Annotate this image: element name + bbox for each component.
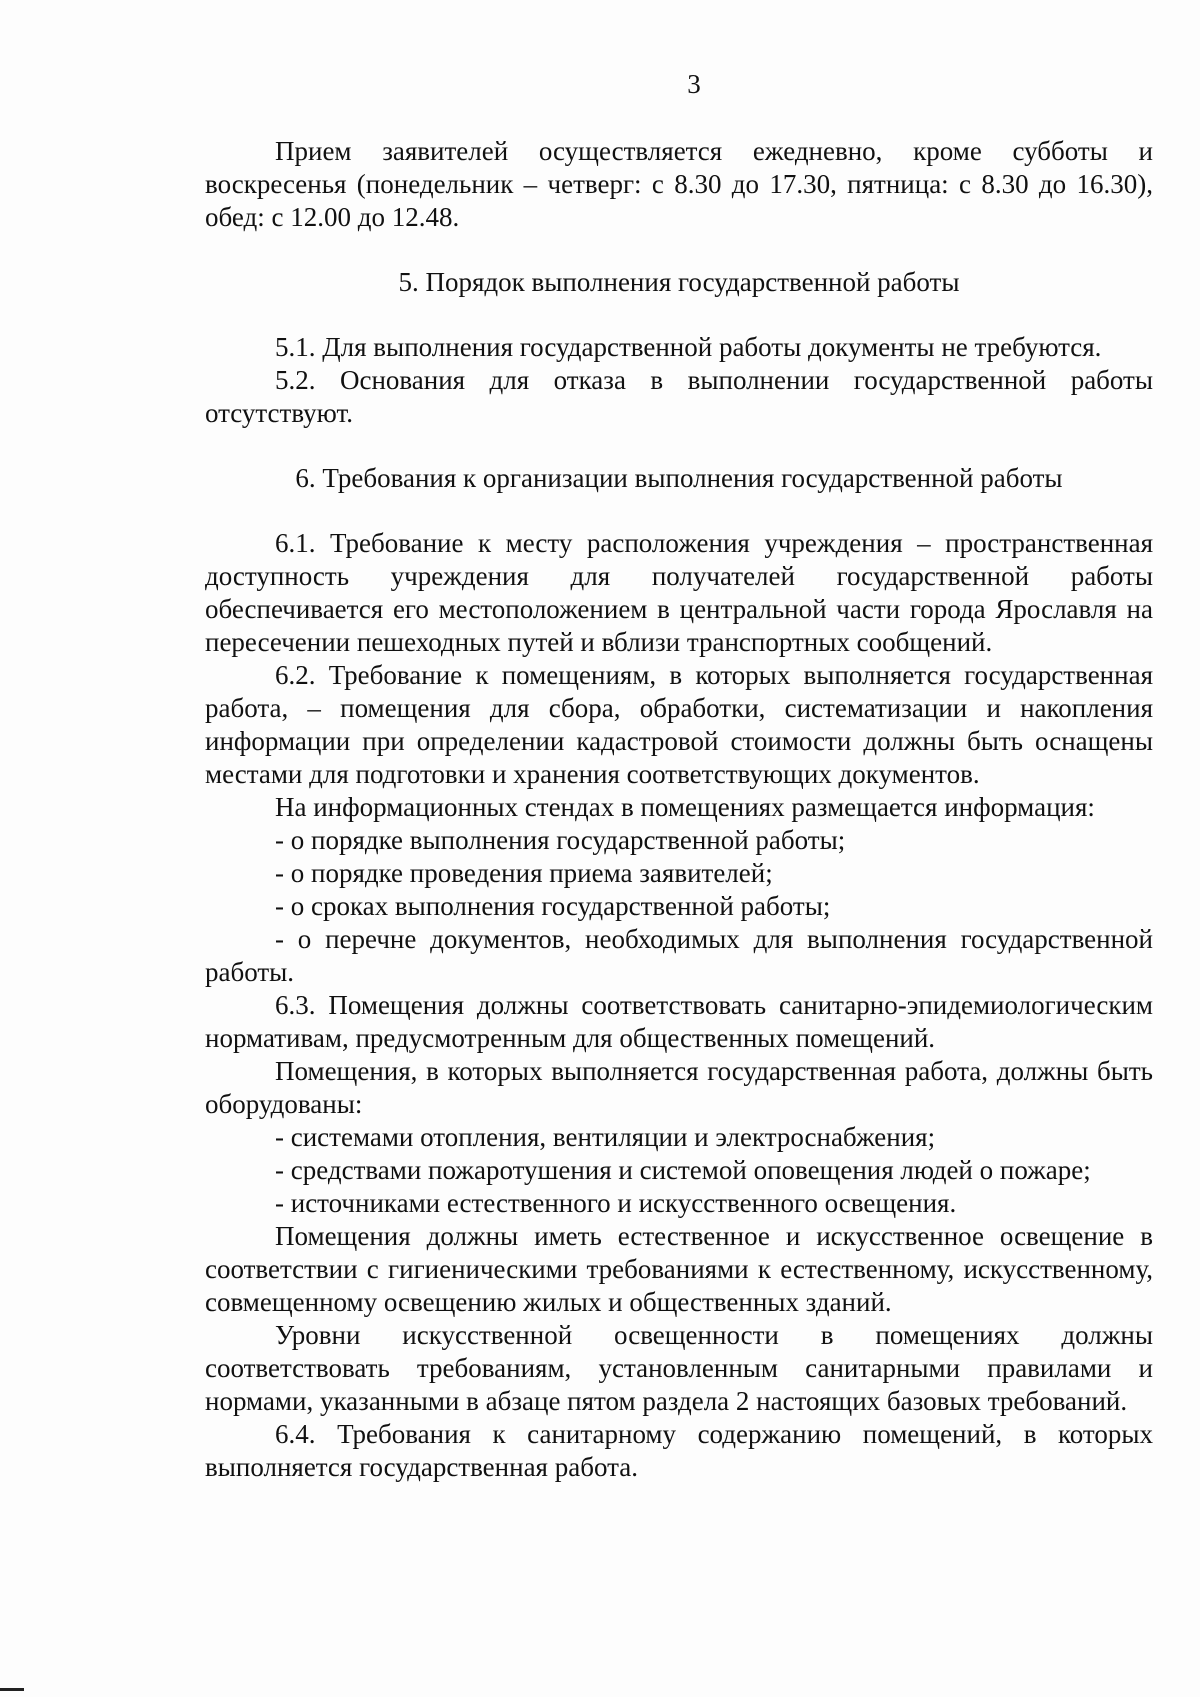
list-item: - о порядке выполнения государственной работы;: [275, 825, 846, 855]
paragraph-6-1: 6.1. Требование к месту расположения учреждения – пространственная доступность учреждения для получателей государственной работы обеспечивается его местоположением в центральной части города Ярославля на пересечении пешеходных путей и вблизи транспортных сообщений.: [205, 528, 1153, 657]
info-stands-paragraph: На информационных стендах в помещениях размещается информация:: [275, 792, 1095, 822]
illumination-levels-paragraph: Уровни искусственной освещенности в помещениях должны соответствовать требованиям, установленным санитарными правилами и нормами, указанными в абзаце пятом раздела 2 настоящих базовых требований.: [205, 1320, 1153, 1416]
list-item: - источниками естественного и искусственного освещения.: [275, 1188, 957, 1218]
paragraph-5-1: 5.1. Для выполнения государственной работы документы не требуются.: [275, 332, 1102, 362]
equipment-paragraph: Помещения, в которых выполняется государственная работа, должны быть оборудованы:: [205, 1056, 1153, 1119]
scan-edge-mark: [0, 1688, 24, 1691]
list-item: - о сроках выполнения государственной работы;: [275, 891, 831, 921]
page-content: [205, 68, 1153, 1484]
section-5-heading: 5. Порядок выполнения государственной работы: [398, 267, 960, 297]
paragraph-6-3: 6.3. Помещения должны соответствовать санитарно-эпидемиологическим нормативам, предусмотренным для общественных помещений.: [205, 990, 1153, 1053]
list-item: - о перечне документов, необходимых для выполнения государственной работы.: [205, 924, 1153, 987]
paragraph-6-4: 6.4. Требования к санитарному содержанию помещений, в которых выполняется государственная работа.: [205, 1419, 1153, 1482]
list-item: - системами отопления, вентиляции и электроснабжения;: [275, 1122, 936, 1152]
lighting-paragraph: Помещения должны иметь естественное и искусственное освещение в соответствии с гигиеническими требованиями к естественному, искусственному, совмещенному освещению жилых и общественных зданий.: [205, 1221, 1153, 1317]
reception-hours-paragraph: Прием заявителей осуществляется ежедневно, кроме субботы и воскресенья (понедельник – четверг: с 8.30 до 17.30, пятница: с 8.30 до 16.30), обед: с 12.00 до 12.48.: [205, 136, 1153, 232]
list-item: - о порядке проведения приема заявителей;: [275, 858, 773, 888]
paragraph-6-2: 6.2. Требование к помещениям, в которых выполняется государственная работа, – помещения для сбора, обработки, систематизации и накопления информации при определении кадастровой стоимости должны быть оснащены местами для подготовки и хранения соответствующих документов.: [205, 660, 1153, 789]
list-item: - средствами пожаротушения и системой оповещения людей о пожаре;: [275, 1155, 1091, 1185]
paragraph-5-2: 5.2. Основания для отказа в выполнении государственной работы отсутствуют.: [205, 365, 1153, 428]
section-6-heading: 6. Требования к организации выполнения государственной работы: [295, 463, 1063, 493]
page-number: 3: [687, 69, 701, 99]
